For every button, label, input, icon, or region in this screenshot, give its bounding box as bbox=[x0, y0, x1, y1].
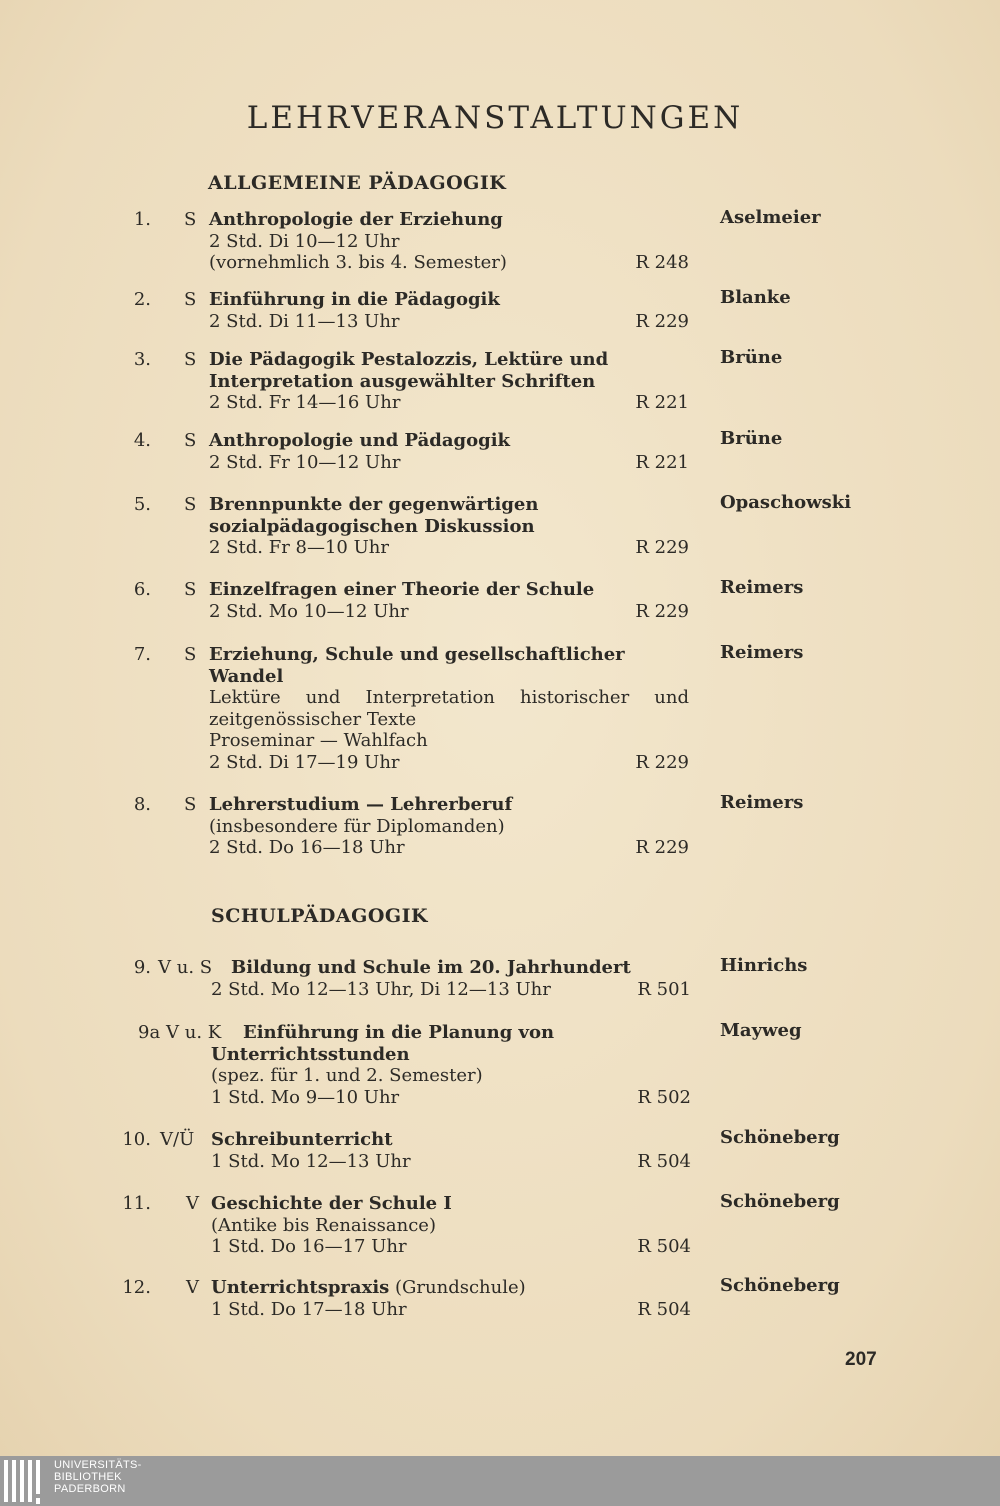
room-number: R 229 bbox=[635, 310, 689, 332]
course-title bbox=[211, 1277, 691, 1299]
course-title: Einführung in die Pädagogik bbox=[209, 289, 500, 310]
course-detail: 2 Std. Di 11—13 Uhr bbox=[209, 310, 400, 332]
room-number: R 504 bbox=[637, 1298, 691, 1320]
course-body bbox=[209, 289, 689, 332]
course-number: 10. bbox=[122, 1129, 151, 1150]
course-type: V u. S bbox=[158, 957, 213, 978]
course-detail: 1 Std. Mo 9—10 Uhr bbox=[211, 1086, 400, 1108]
course-schedule-line bbox=[209, 601, 689, 623]
course-type: S bbox=[184, 579, 197, 600]
library-footer-bar bbox=[0, 1456, 1000, 1506]
course-detail: 2 Std. Mo 12—13 Uhr, Di 12—13 Uhr bbox=[211, 978, 551, 1000]
course-number: 4. bbox=[133, 430, 151, 451]
course-title: Schreibunterricht bbox=[211, 1129, 393, 1150]
course-title: Anthropologie der Erziehung bbox=[209, 209, 503, 230]
course-title-suffix: (Grundschule) bbox=[389, 1277, 526, 1298]
course-number: 5. bbox=[133, 494, 151, 515]
course-type: V/Ü bbox=[160, 1129, 195, 1150]
course-body bbox=[211, 1277, 691, 1320]
room-number: R 221 bbox=[635, 451, 689, 473]
course-schedule-line bbox=[209, 452, 689, 474]
course-detail: 2 Std. Fr 10—12 Uhr bbox=[209, 451, 401, 473]
lecturer-name: Reimers bbox=[720, 792, 804, 813]
course-type: S bbox=[184, 349, 197, 370]
course-title: Brennpunkte der gegenwärtigen sozialpädagogischen Diskussion bbox=[209, 494, 539, 537]
course-type: S bbox=[184, 794, 197, 815]
course-type: V u. K bbox=[166, 1022, 222, 1043]
course-schedule-line bbox=[209, 392, 689, 414]
course-detail: 2 Std. Fr 8—10 Uhr bbox=[209, 537, 389, 558]
room-number: R 502 bbox=[637, 1086, 691, 1108]
course-title bbox=[211, 1022, 691, 1065]
course-type: V bbox=[186, 1277, 199, 1298]
course-schedule-line bbox=[211, 1236, 691, 1258]
course-schedule-line bbox=[211, 1151, 691, 1173]
lecturer-name: Aselmeier bbox=[720, 207, 821, 228]
course-number: 9. bbox=[133, 957, 151, 978]
room-number: R 501 bbox=[637, 978, 691, 1000]
lecturer-name: Schöneberg bbox=[720, 1275, 840, 1296]
course-number: 6. bbox=[133, 579, 151, 600]
lecturer-name: Opaschowski bbox=[720, 492, 852, 513]
course-schedule-line bbox=[211, 1299, 691, 1321]
course-title-text: Unterrichtspraxis bbox=[211, 1277, 390, 1298]
lecturer-name: Brüne bbox=[720, 347, 783, 368]
library-barcode-icon bbox=[4, 1460, 48, 1504]
course-body bbox=[211, 1193, 691, 1258]
course-title: Lehrerstudium — Lehrerberuf bbox=[209, 794, 513, 815]
course-body bbox=[209, 644, 689, 773]
lecturer-name: Reimers bbox=[720, 577, 804, 598]
lecturer-name: Blanke bbox=[720, 287, 791, 308]
library-name-line: UNIVERSITÄTS- bbox=[54, 1459, 142, 1471]
course-detail: 2 Std. Mo 10—12 Uhr bbox=[209, 600, 409, 622]
course-body bbox=[209, 794, 689, 859]
course-schedule-line bbox=[209, 311, 689, 333]
course-detail: 1 Std. Do 17—18 Uhr bbox=[211, 1298, 407, 1320]
course-title: Erziehung, Schule und gesellschaftlicher Wandel bbox=[209, 644, 625, 687]
room-number: R 504 bbox=[637, 1236, 691, 1257]
course-body bbox=[211, 1129, 691, 1172]
course-type: V bbox=[186, 1193, 199, 1214]
course-body bbox=[209, 349, 689, 414]
lecturer-name: Brüne bbox=[720, 428, 783, 449]
course-body bbox=[209, 430, 689, 473]
room-number: R 221 bbox=[635, 392, 689, 413]
room-number: R 229 bbox=[635, 600, 689, 622]
course-schedule-line bbox=[211, 1087, 691, 1109]
room-number: R 229 bbox=[635, 751, 689, 773]
course-number: 9a bbox=[138, 1022, 161, 1043]
course-detail: (insbesondere für Diplomanden) bbox=[209, 815, 505, 837]
room-number: R 504 bbox=[637, 1150, 691, 1172]
page-number: 207 bbox=[845, 1349, 877, 1370]
course-detail: (Antike bis Renaissance) bbox=[211, 1214, 436, 1236]
course-detail: 1 Std. Mo 12—13 Uhr bbox=[211, 1150, 411, 1172]
room-number: R 229 bbox=[635, 837, 689, 858]
course-type: S bbox=[184, 209, 197, 230]
course-title: Anthropologie und Pädagogik bbox=[209, 430, 510, 451]
course-schedule-line bbox=[209, 837, 689, 859]
library-name bbox=[54, 1459, 142, 1495]
course-number: 11. bbox=[122, 1193, 151, 1214]
course-detail: Lektüre und Interpretation historischer und bbox=[209, 687, 689, 708]
course-detail: zeitgenössischer Texte bbox=[209, 708, 417, 730]
course-schedule-line bbox=[209, 252, 689, 274]
lecturer-name: Mayweg bbox=[720, 1020, 802, 1041]
lecturer-name: Reimers bbox=[720, 642, 804, 663]
course-detail: 2 Std. Do 16—18 Uhr bbox=[209, 837, 405, 858]
course-detail: 1 Std. Do 16—17 Uhr bbox=[211, 1236, 407, 1257]
course-body bbox=[211, 957, 691, 1000]
course-title: Bildung und Schule im 20. Jahrhundert bbox=[231, 957, 631, 978]
course-type: S bbox=[184, 430, 197, 451]
section-heading-schulpaedagogik: SCHULPÄDAGOGIK bbox=[211, 905, 428, 927]
course-body bbox=[209, 579, 689, 622]
lecturer-name: Schöneberg bbox=[720, 1191, 840, 1212]
course-title: Die Pädagogik Pestalozzis, Lektüre und Interpretation ausgewählter Schriften bbox=[209, 349, 609, 392]
course-number: 3. bbox=[133, 349, 151, 370]
lecturer-name: Hinrichs bbox=[720, 955, 808, 976]
course-detail: (spez. für 1. und 2. Semester) bbox=[211, 1065, 483, 1086]
course-detail: 2 Std. Di 17—19 Uhr bbox=[209, 751, 400, 773]
course-number: 1. bbox=[133, 209, 151, 230]
course-body bbox=[211, 1022, 691, 1108]
library-name-line: PADERBORN bbox=[54, 1483, 126, 1495]
course-detail: 2 Std. Di 10—12 Uhr bbox=[209, 230, 400, 252]
course-title: Geschichte der Schule I bbox=[211, 1193, 452, 1214]
page-title: LEHRVERANSTALTUNGEN bbox=[246, 100, 744, 136]
library-name-line: BIBLIOTHEK bbox=[54, 1471, 122, 1483]
course-type: S bbox=[184, 494, 197, 515]
room-number: R 229 bbox=[635, 537, 689, 558]
course-type: S bbox=[184, 289, 197, 310]
course-type: S bbox=[184, 644, 197, 665]
section-heading-allgemeine-paedagogik: ALLGEMEINE PÄDAGOGIK bbox=[208, 172, 507, 194]
course-body bbox=[209, 494, 689, 559]
course-detail: (vornehmlich 3. bis 4. Semester) bbox=[209, 252, 507, 273]
course-body bbox=[209, 209, 689, 274]
course-title-text: Einführung in die Planung von Unterrichtsstunden bbox=[211, 1022, 555, 1065]
course-number: 12. bbox=[122, 1277, 151, 1298]
course-number: 2. bbox=[133, 289, 151, 310]
course-number: 7. bbox=[133, 644, 151, 665]
course-detail: Proseminar — Wahlfach bbox=[209, 730, 428, 751]
lecturer-name: Schöneberg bbox=[720, 1127, 840, 1148]
course-schedule-line bbox=[211, 979, 691, 1001]
course-title: Einzelfragen einer Theorie der Schule bbox=[209, 579, 595, 600]
course-schedule-line bbox=[209, 752, 689, 774]
room-number: R 248 bbox=[635, 252, 689, 273]
course-schedule-line bbox=[209, 537, 689, 559]
course-number: 8. bbox=[133, 794, 151, 815]
course-detail: 2 Std. Fr 14—16 Uhr bbox=[209, 392, 401, 413]
